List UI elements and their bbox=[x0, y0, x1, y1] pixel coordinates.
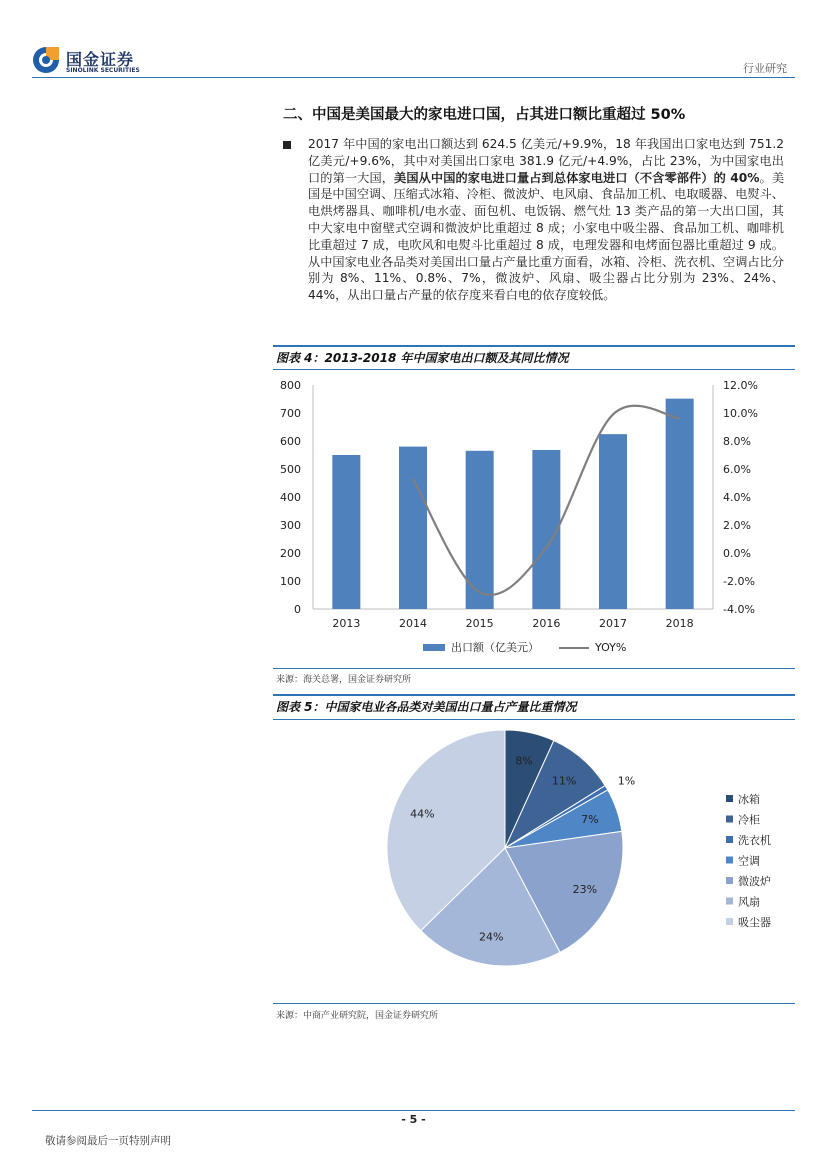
legend-label: 微波炉 bbox=[738, 875, 771, 888]
pie-value-label: 23% bbox=[572, 882, 598, 896]
legend-label: 冷柜 bbox=[738, 813, 760, 827]
y-left-tick-label: 800 bbox=[280, 379, 301, 392]
x-tick-label: 2017 bbox=[599, 617, 627, 630]
y-left-tick-label: 600 bbox=[280, 435, 301, 448]
figure5-top-rule bbox=[273, 694, 795, 696]
y-left-tick-label: 200 bbox=[280, 547, 301, 560]
y-right-tick-label: -4.0% bbox=[723, 603, 755, 616]
y-left-tick-label: 100 bbox=[280, 575, 301, 588]
y-right-tick-label: 4.0% bbox=[723, 491, 751, 504]
figure4-title: 图表 4：2013-2018 年中国家电出口额及其同比情况 bbox=[276, 351, 569, 365]
paragraph-text-1: 2017 年中国的家电出口额达到 624.5 亿美元/+9.9%，18 年我国出口家电达到 751.2 亿美元/+9.6%，其中对美国出口家电 381.9 亿元/+4.9%，占比 23%，为中国家电出口的第一大国， bbox=[308, 137, 784, 185]
disclaimer-note: 敬请参阅最后一页特别声明 bbox=[45, 1135, 171, 1147]
x-tick-label: 2014 bbox=[399, 617, 427, 630]
y-right-tick-label: 8.0% bbox=[723, 435, 751, 448]
y-right-tick-label: 12.0% bbox=[723, 379, 758, 392]
pie-value-label: 24% bbox=[478, 930, 504, 944]
y-right-tick-label: 6.0% bbox=[723, 463, 751, 476]
pie-value-label: 8% bbox=[515, 754, 533, 768]
bar bbox=[599, 434, 627, 609]
pie-value-label: 1% bbox=[617, 774, 636, 788]
figure4-bottom-rule bbox=[273, 668, 795, 669]
figure4-title-rule bbox=[273, 369, 795, 370]
legend-swatch bbox=[726, 877, 733, 884]
legend-label: 空调 bbox=[738, 854, 760, 868]
body-paragraph bbox=[308, 136, 784, 304]
y-right-tick-label: 10.0% bbox=[723, 407, 758, 420]
legend-swatch bbox=[726, 898, 733, 905]
pie-value-label: 11% bbox=[551, 774, 577, 788]
pie-value-label: 44% bbox=[410, 807, 435, 821]
logo-icon bbox=[32, 46, 60, 74]
figure4-source: 来源：海关总署，国金证券研究所 bbox=[276, 675, 412, 685]
bullet-icon bbox=[283, 141, 291, 149]
section-title: 二、中国是美国最大的家电进口国，占其进口额比重超过 50% bbox=[283, 107, 686, 123]
legend-label: 洗衣机 bbox=[738, 834, 771, 847]
x-tick-label: 2018 bbox=[665, 617, 694, 630]
report-category: 行业研究 bbox=[743, 62, 787, 75]
legend-swatch bbox=[726, 836, 733, 843]
legend-swatch bbox=[726, 857, 733, 864]
figure5-title-rule bbox=[273, 719, 795, 720]
figure5-bottom-rule bbox=[273, 1003, 795, 1004]
legend-bar-label: 出口额（亿美元） bbox=[451, 641, 539, 654]
y-right-tick-label: 2.0% bbox=[723, 519, 751, 532]
pie-value-label: 7% bbox=[581, 813, 599, 827]
figure4-top-rule bbox=[273, 345, 795, 347]
page-number: - 5 - bbox=[401, 1113, 426, 1126]
figure5-source: 来源：中商产业研究院，国金证券研究所 bbox=[276, 1011, 439, 1021]
legend-label: 风扇 bbox=[738, 895, 760, 909]
bar bbox=[332, 455, 360, 609]
legend-line-label: YOY% bbox=[595, 641, 627, 654]
y-left-tick-label: 700 bbox=[280, 407, 301, 420]
export-chart bbox=[273, 371, 795, 665]
bar bbox=[666, 399, 694, 609]
legend-swatch bbox=[726, 816, 733, 823]
logo-text: 国金证券 bbox=[66, 50, 135, 69]
x-tick-label: 2016 bbox=[532, 617, 561, 630]
bar bbox=[399, 447, 427, 609]
y-left-tick-label: 300 bbox=[280, 519, 301, 532]
header-divider bbox=[32, 77, 795, 78]
x-tick-label: 2013 bbox=[332, 617, 361, 630]
legend-label: 吸尘器 bbox=[738, 916, 771, 929]
y-right-tick-label: -2.0% bbox=[723, 575, 755, 588]
legend-swatch bbox=[726, 795, 733, 802]
paragraph-text-2: 。美国是中国空调、压缩式冰箱、冷柜、微波炉、电风扇、食品加工机、电取暖器、电熨斗、电烘烤器具、咖啡机/电水壶、面包机、电饭锅、燃气灶 13 类产品的第一大出口国，其中大家电中窗壁式空调和微波炉比重超过 8 成；小家电中吸尘器、食品加工机、咖啡机比重超过 7 成，电吹风和电熨斗比重超过 8 成，电理发器和电烤面包器比重超过 9 成。从中国家电业各品类对美国出口量占产量比重方面看，冰箱、冷柜、洗衣机、空调占比分别为 8%、11%、0.8%、7%，微波炉、风扇、吸尘器占比分别为 23%、24%、44%，从出口量占产量的依存度来看白电的依存度较低。 bbox=[308, 170, 785, 303]
legend-label: 冰箱 bbox=[738, 793, 760, 806]
figure5-title: 图表 5：中国家电业各品类对美国出口量占产量比重情况 bbox=[276, 700, 577, 714]
pie-chart bbox=[273, 722, 795, 1002]
y-left-tick-label: 500 bbox=[280, 463, 301, 476]
legend-bar-swatch bbox=[423, 644, 445, 651]
y-left-tick-label: 400 bbox=[280, 491, 301, 504]
x-tick-label: 2015 bbox=[465, 617, 494, 630]
y-left-tick-label: 0 bbox=[294, 603, 301, 616]
logo-subtext: SINOLINK SECURITIES bbox=[66, 67, 140, 74]
legend-swatch bbox=[726, 918, 733, 925]
footer-divider bbox=[32, 1110, 795, 1111]
paragraph-bold-text: 美国从中国的家电进口量占到总体家电进口（不含零部件）的 40% bbox=[394, 170, 760, 185]
y-right-tick-label: 0.0% bbox=[723, 547, 751, 560]
